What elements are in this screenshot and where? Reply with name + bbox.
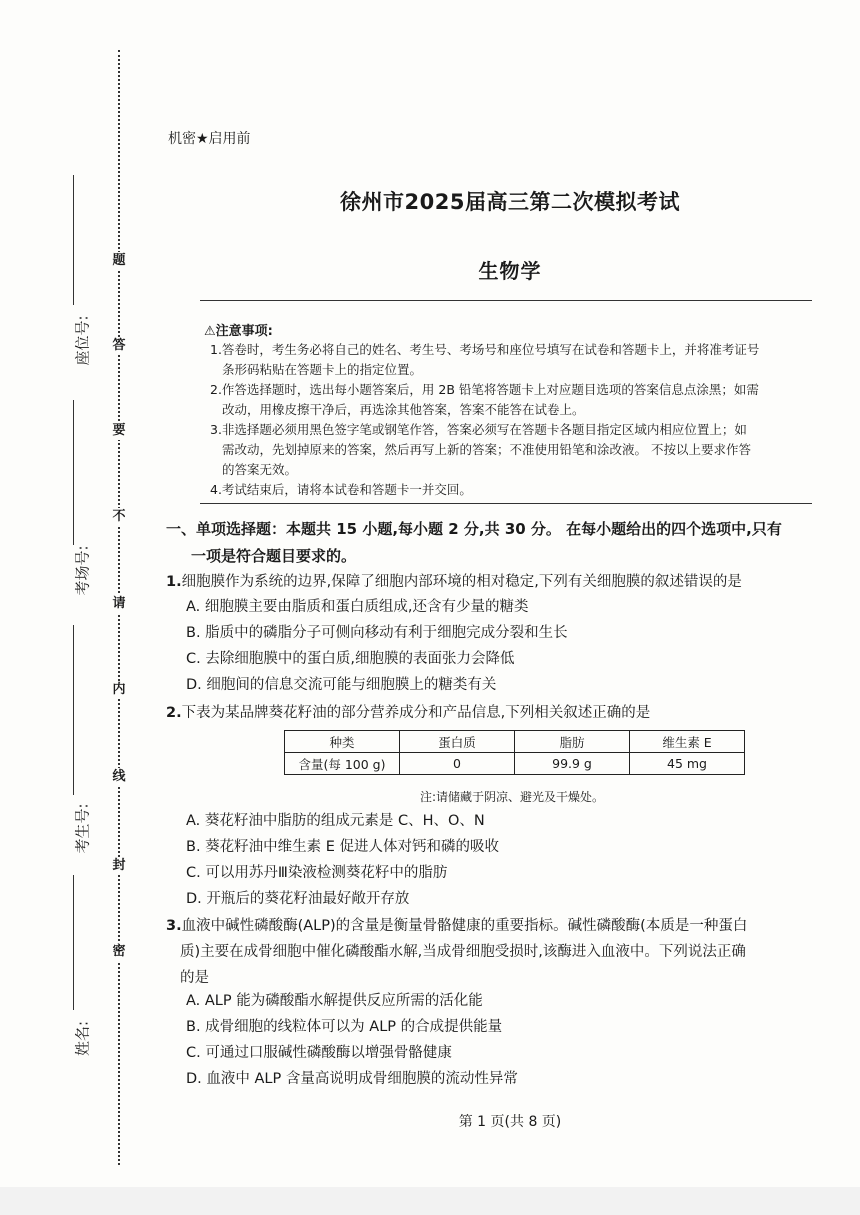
nutrition-table [284, 730, 745, 775]
notice-item-3-line: 3.非选择题必须用黑色签字笔或钢笔作答，答案必须写在答题卡各题目指定区域内相应位置上；如 [210, 422, 747, 437]
binding-char-7: 线 [109, 768, 129, 786]
page-number: 第 1 页(共 8 页) [458, 1114, 562, 1130]
notice-item-2-cont: 改动，用橡皮擦干净后，再选涂其他答案，答案不能答在试卷上。 [222, 402, 585, 417]
binding-char-2: 答 [109, 337, 129, 355]
binding-char-8: 封 [109, 857, 129, 875]
notice-item-1-cont: 条形码粘贴在答题卡上的指定位置。 [222, 362, 423, 377]
notice-item-4-line: 4.考试结束后，请将本试卷和答题卡一并交回。 [210, 482, 472, 497]
notice-heading: ⚠注意事项: [204, 324, 273, 339]
question-2-option-a: A. 葵花籽油中脂肪的组成元素是 C、H、O、N [186, 813, 485, 829]
question-2-option-c: C. 可以用苏丹Ⅲ染液检测葵花籽中的脂肪 [186, 865, 448, 881]
room-underline [73, 400, 74, 545]
question-2-stem [166, 700, 846, 726]
table-note: 注:请储藏于阴凉、避光及干燥处。 [420, 790, 605, 804]
section-heading [166, 516, 846, 570]
notice-item-4 [210, 480, 808, 500]
question-3-option-a: A. ALP 能为磷酸酯水解提供反应所需的活化能 [186, 993, 483, 1009]
notice-item-1 [210, 340, 808, 380]
binding-char-5: 请 [109, 595, 129, 613]
question-2-text: 下表为某品牌葵花籽油的部分营养成分和产品信息,下列相关叙述正确的是 [181, 705, 651, 721]
table-cell: 45 mg [630, 753, 745, 775]
header-divider [200, 300, 812, 301]
question-2-number: 2. [166, 705, 182, 721]
table-header-cell: 维生素 E [630, 731, 745, 753]
binding-char-1: 题 [109, 252, 129, 270]
binding-char-6: 内 [109, 681, 129, 699]
question-1-option-d: D. 细胞间的信息交流可能与细胞膜上的糖类有关 [186, 677, 497, 693]
table-cell: 0 [400, 753, 515, 775]
binding-char-4: 不 [109, 508, 129, 526]
name-label: 姓名: [73, 1020, 92, 1057]
question-1-stem [166, 569, 846, 595]
question-3-option-b: B. 成骨细胞的线粒体可以为 ALP 的合成提供能量 [186, 1019, 503, 1035]
candidate-label: 考生号: [73, 803, 92, 854]
question-3-option-c: C. 可通过口服碱性磷酸酶以增强骨骼健康 [186, 1045, 452, 1061]
question-3-option-d: D. 血液中 ALP 含量高说明成骨细胞膜的流动性异常 [186, 1071, 518, 1087]
table-header-cell: 脂肪 [515, 731, 630, 753]
section-line-2: 一项是符合题目要求的。 [191, 547, 357, 565]
question-2-option-d: D. 开瓶后的葵花籽油最好敞开存放 [186, 891, 410, 907]
confidential-mark: 机密★启用前 [168, 131, 251, 147]
name-underline [73, 875, 74, 1010]
question-3-number: 3. [166, 918, 182, 934]
seat-underline [73, 175, 74, 305]
seat-label: 座位号: [73, 315, 92, 366]
room-label: 考场号: [73, 545, 92, 596]
question-1-number: 1. [166, 574, 182, 590]
table-header-cell: 蛋白质 [400, 731, 515, 753]
bottom-margin [0, 1187, 860, 1215]
notice-item-2-line: 2.作答选择题时，选出每小题答案后，用 2B 铅笔将答题卡上对应题目选项的答案信息点涂黑；如需 [210, 382, 759, 397]
question-2-option-b: B. 葵花籽油中维生素 E 促进人体对钙和磷的吸收 [186, 839, 500, 855]
question-1-option-b: B. 脂质中的磷脂分子可侧向移动有利于细胞完成分裂和生长 [186, 625, 568, 641]
notice-item-3-cont-2: 的答案无效。 [222, 462, 298, 477]
candidate-underline [73, 625, 74, 795]
exam-title: 徐州市2025届高三第二次模拟考试 [340, 190, 680, 214]
table-cell: 99.9 g [515, 753, 630, 775]
table-header-cell: 种类 [285, 731, 400, 753]
question-3-stem [166, 913, 846, 991]
table-header-row [285, 731, 745, 753]
notice-item-3 [210, 420, 808, 480]
question-1-option-c: C. 去除细胞膜中的蛋白质,细胞膜的表面张力会降低 [186, 651, 515, 667]
notice-item-1-line: 1.答卷时，考生务必将自己的姓名、考生号、考场号和座位号填写在试卷和答题卡上，并将准考证号 [210, 342, 760, 357]
question-1-text: 细胞膜作为系统的边界,保障了细胞内部环境的相对稳定,下列有关细胞膜的叙述错误的是 [181, 574, 742, 590]
table-row [285, 753, 745, 775]
question-3-line-2: 质)主要在成骨细胞中催化磷酸酯水解,当成骨细胞受损时,该酶进入血液中。下列说法正确 [180, 944, 746, 960]
notice-divider [200, 503, 812, 504]
question-1-option-a: A. 细胞膜主要由脂质和蛋白质组成,还含有少量的糖类 [186, 599, 529, 615]
section-line-1: 一、单项选择题：本题共 15 小题,每小题 2 分,共 30 分。 在每小题给出的四个选项中,只有 [166, 520, 782, 538]
question-3-line-1: 血液中碱性磷酸酶(ALP)的含量是衡量骨骼健康的重要指标。碱性磷酸酶(本质是一种蛋白 [181, 918, 748, 934]
binding-char-9: 密 [109, 943, 129, 961]
question-3-line-3: 的是 [180, 970, 209, 986]
subject-title: 生物学 [478, 259, 542, 283]
notice-item-2 [210, 380, 808, 420]
notice-item-3-cont-1: 需改动，先划掉原来的答案，然后再写上新的答案；不准使用铅笔和涂改液。 不按以上要求作答 [222, 442, 751, 457]
table-cell: 含量(每 100 g) [285, 753, 400, 775]
binding-char-3: 要 [109, 422, 129, 440]
